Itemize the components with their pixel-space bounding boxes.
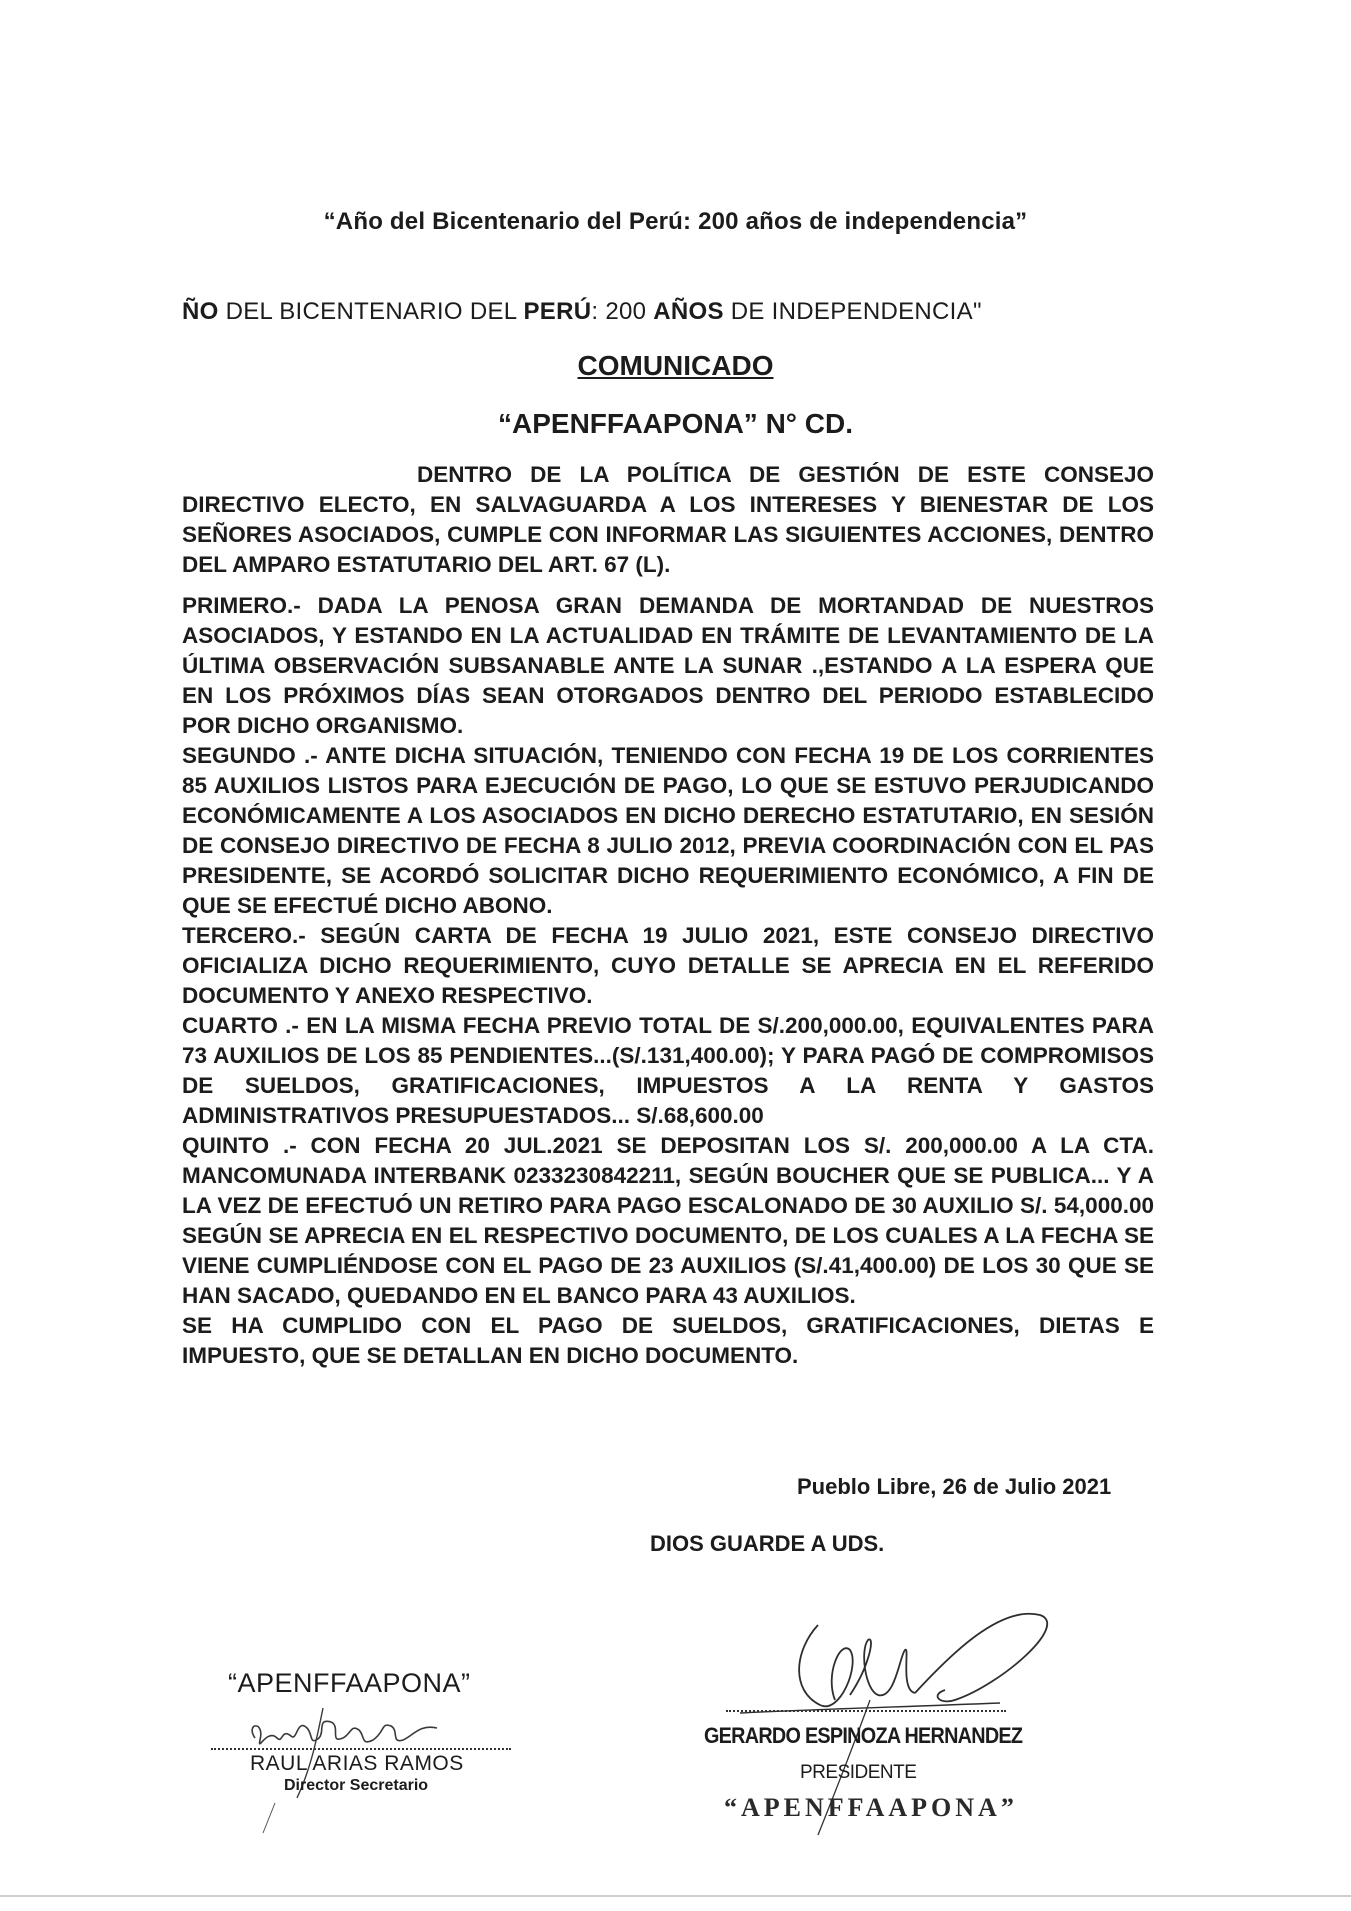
signature-block-president	[700, 1595, 1120, 1855]
handwritten-signature-icon	[205, 1668, 535, 1818]
place-date: Pueblo Libre, 26 de Julio 2021	[797, 1474, 1112, 1499]
paragraph-tercero: TERCERO.- SEGÚN CARTA DE FECHA 19 JULIO 2021, ESTE CONSEJO DIRECTIVO OFICIALIZA DICHO REQUERIMIENTO, CUYO DETALLE SE APRECIA EN EL REFERIDO DOCUMENTO Y ANEXO RESPECTIVO.	[182, 923, 1154, 1008]
paragraph-cuarto: CUARTO .- EN LA MISMA FECHA PREVIO TOTAL DE S/.200,000.00, EQUIVALENTES PARA 73 AUXILIOS DE LOS 85 PENDIENTES...(S/.131,400.00); Y PARA PAGÓ DE COMPROMISOS DE SUELDOS, GRATIFICACIONES, IMPUESTOS A LA RENTA Y GASTOS ADMINISTRATIVOS PRESUPUESTADOS... S/.68,600.00	[182, 1013, 1154, 1128]
signatory-name: GERARDO ESPINOZA HERNANDEZ	[704, 1723, 1023, 1748]
year-motto-caps: ÑO DEL BICENTENARIO DEL PERÚ: 200 AÑOS DE INDEPENDENCIA"	[182, 298, 982, 325]
intro-paragraph: DENTRO DE LA POLÍTICA DE GESTIÓN DE ESTE CONSEJO DIRECTIVO ELECTO, EN SALVAGUARDA A LOS INTERESES Y BIENESTAR DE LOS SEÑORES ASOCIADOS, CUMPLE CON INFORMAR LAS SIGUIENTES ACCIONES, DENTRO DEL AMPARO ESTATUTARIO DEL ART. 67 (L).	[182, 462, 1154, 577]
signatory-role: PRESIDENTE	[800, 1762, 917, 1783]
signature-block-secretary	[205, 1668, 535, 1818]
closing-greeting: DIOS GUARDE A UDS.	[650, 1531, 885, 1556]
document-subtitle: “APENFFAAPONA” N° CD.	[498, 408, 853, 439]
paragraph-quinto: QUINTO .- CON FECHA 20 JUL.2021 SE DEPOSITAN LOS S/. 200,000.00 A LA CTA. MANCOMUNADA INTERBANK 0233230842211, SEGÚN BOUCHER QUE SE PUBLICA... Y A LA VEZ DE EFECTUÓ UN RETIRO PARA PAGO ESCALONADO DE 30 AUXILIO S/. 54,000.00 SEGÚN SE APRECIA EN EL RESPECTIVO DOCUMENTO, DE LOS CUALES A LA FECHA SE VIENE CUMPLIÉNDOSE CON EL PAGO DE 23 AUXILIOS (S/.41,400.00) DE LOS 30 QUE SE HAN SACADO, QUEDANDO EN EL BANCO PARA 43 AUXILIOS.	[182, 1133, 1154, 1308]
signature-org-label: “APENFFAAPONA”	[228, 1668, 471, 1698]
signature-org-stamp: “APENFFAAPONA”	[724, 1793, 1018, 1822]
signature-line	[726, 1710, 1006, 1712]
signature-line	[211, 1748, 511, 1750]
paragraph-segundo: SEGUNDO .- ANTE DICHA SITUACIÓN, TENIENDO CON FECHA 19 DE LOS CORRIENTES 85 AUXILIOS LISTOS PARA EJECUCIÓN DE PAGO, LO QUE SE ESTUVO PERJUDICANDO ECONÓMICAMENTE A LOS ASOCIADOS EN DICHO DERECHO ESTATUTARIO, EN SESIÓN DE CONSEJO DIRECTIVO DE FECHA 8 JULIO 2012, PREVIA COORDINACIÓN CON EL PAS PRESIDENTE, SE ACORDÓ SOLICITAR DICHO REQUERIMIENTO ECONÓMICO, A FIN DE QUE SE EFECTUÉ DICHO ABONO.	[182, 743, 1154, 918]
paragraph-closing-note: SE HA CUMPLIDO CON EL PAGO DE SUELDOS, GRATIFICACIONES, DIETAS E IMPUESTO, QUE SE DETALLAN EN DICHO DOCUMENTO.	[182, 1313, 1154, 1368]
paragraph-primero: PRIMERO.- DADA LA PENOSA GRAN DEMANDA DE MORTANDAD DE NUESTROS ASOCIADOS, Y ESTANDO EN LA ACTUALIDAD EN TRÁMITE DE LEVANTAMIENTO DE LA ÚLTIMA OBSERVACIÓN SUBSANABLE ANTE LA SUNAR .,ESTANDO A LA ESPERA QUE EN LOS PRÓXIMOS DÍAS SEAN OTORGADOS DENTRO DEL PERIODO ESTABLECIDO POR DICHO ORGANISMO.	[182, 593, 1154, 738]
document-body	[182, 460, 1154, 1371]
year-motto: “Año del Bicentenario del Perú: 200 años de independencia”	[323, 208, 1028, 235]
scan-edge-divider	[0, 1895, 1351, 1897]
signatory-name: RAUL ARIAS RAMOS	[250, 1752, 464, 1775]
document-title: COMUNICADO	[577, 350, 774, 381]
signatory-role: Director Secretario	[284, 1777, 429, 1794]
